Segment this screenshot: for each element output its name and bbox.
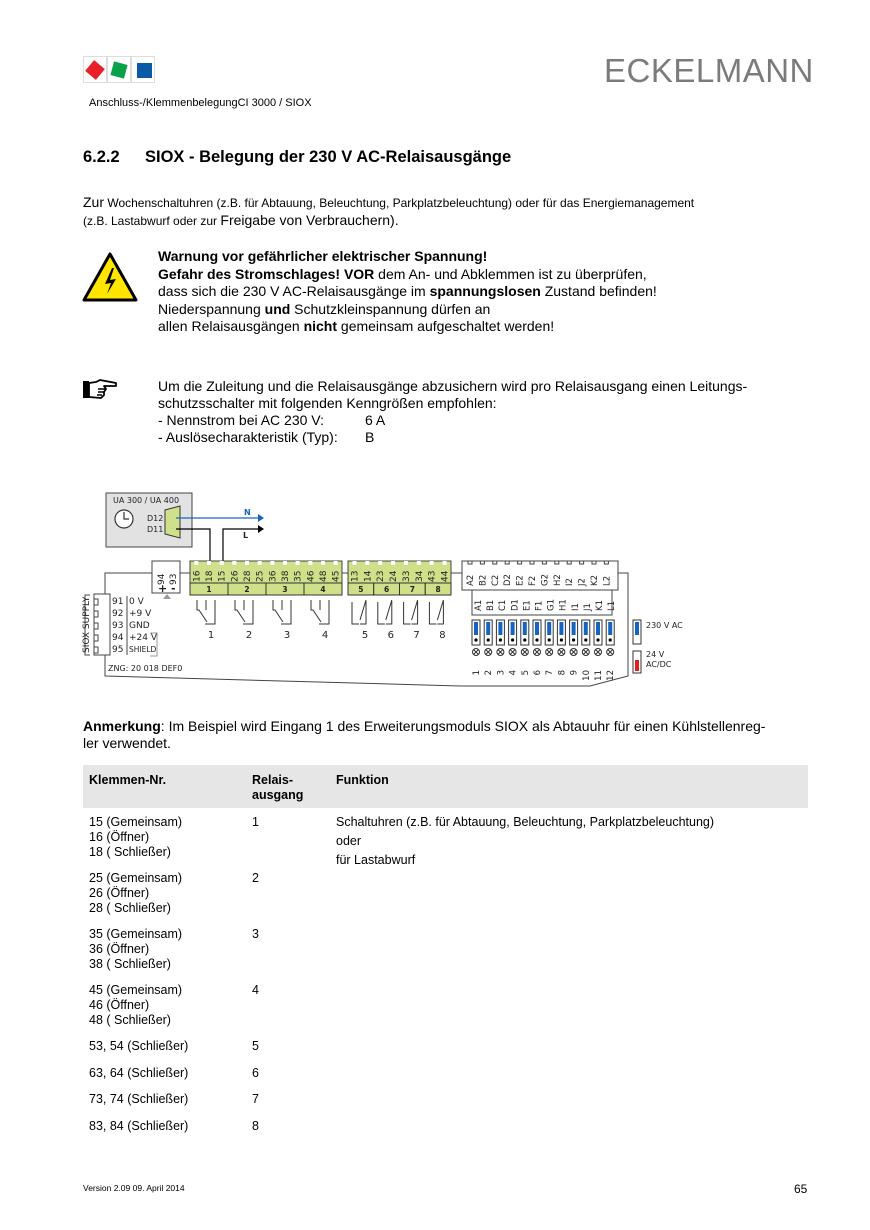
terminal-entry: 48 ( Schließer) <box>89 1013 171 1027</box>
terminal-tooth <box>567 561 571 564</box>
relay-group-label: 5 <box>358 585 364 594</box>
terminal-tooth <box>443 561 447 565</box>
supply-pin: 92 <box>112 609 124 619</box>
l-label: L <box>243 531 249 540</box>
terminal-tooth <box>296 561 300 565</box>
warning-title: Warnung vor gefährlicher elektrischer Spannung! <box>158 248 488 264</box>
terminal-tooth <box>542 561 546 564</box>
jumper-pin <box>487 638 490 641</box>
jumper-24-label: 24 V <box>646 650 665 659</box>
relay-group-label: 3 <box>282 585 288 594</box>
terminal-number: 43 <box>427 570 438 582</box>
input-label: H1 <box>558 599 569 611</box>
input-label: B2 <box>478 574 489 586</box>
note-key: - Nennstrom bei AC 230 V: <box>158 412 325 428</box>
terminal-tooth <box>220 561 224 565</box>
terminal-tooth <box>480 561 484 564</box>
remark-text: : Im Beispiel wird Eingang 1 des Erweiterungsmoduls SIOX als Abtauuhr für einen Kühlstellenreg- <box>160 718 766 734</box>
terminal-entry: 16 (Öffner) <box>89 830 150 844</box>
jumper-pin <box>511 638 514 641</box>
header-subtitle: Anschluss-/KlemmenbelegungCI 3000 / SIOX <box>89 97 312 109</box>
relay-number: 7 <box>413 630 420 641</box>
input-label: F2 <box>528 575 538 586</box>
input-label: C2 <box>490 574 501 586</box>
channel-number: 6 <box>533 670 543 676</box>
jumper-pin <box>596 638 599 641</box>
ua-label: UA 300 / UA 400 <box>113 496 180 505</box>
supply-label: +9 V <box>129 609 152 619</box>
arrow-n <box>258 514 264 522</box>
input-label: F1 <box>534 600 545 611</box>
terminal-number: 23 <box>376 570 387 582</box>
relay-number: 8 <box>439 630 446 641</box>
function-line: Schaltuhren (z.B. für Abtauung, Beleuchtung, Parkplatzbeleuchtung) <box>336 815 715 829</box>
terminal-tooth <box>258 561 262 565</box>
jumper-24-icon <box>635 660 639 671</box>
terminal-tooth <box>378 561 382 565</box>
brand-name: ECKELMANN <box>604 52 814 89</box>
jumper-icon <box>535 622 539 635</box>
relay-group-label: 6 <box>384 585 390 594</box>
channel-number: 8 <box>557 670 568 676</box>
n-label: N <box>244 508 251 517</box>
supply-pin: 93 <box>112 621 124 631</box>
input-label: D2 <box>503 574 514 586</box>
terminal-tooth <box>308 561 312 565</box>
note-text <box>158 378 747 446</box>
note-value: 6 A <box>365 412 386 428</box>
relay-changeover-icon <box>273 600 291 624</box>
table-row-terminals <box>89 983 182 1028</box>
relay-number: 4 <box>321 630 329 641</box>
jumper-icon <box>498 622 502 635</box>
input-label: L1 <box>607 600 618 611</box>
terminal-number: 15 <box>217 570 228 582</box>
input-label: A1 <box>474 599 484 611</box>
remark-label: Anmerkung <box>83 718 161 734</box>
supply-pin: 95 <box>112 645 124 655</box>
terminal-tooth <box>352 561 356 565</box>
logo-green-square <box>107 56 131 83</box>
terminal-tooth <box>404 561 408 565</box>
function-line: für Lastabwurf <box>336 853 416 867</box>
warning-bold: Gefahr des Stromschlages! VOR <box>158 265 375 282</box>
relay-number: 2 <box>245 630 253 641</box>
supply-label: +24 V <box>129 633 158 643</box>
terminal-entry: 83, 84 (Schließer) <box>89 1119 189 1133</box>
relay-group-label: 4 <box>320 585 326 594</box>
terminal-tooth <box>430 561 434 565</box>
table-row-terminals <box>89 927 182 972</box>
footer-version: Version 2.09 09. April 2014 <box>83 1183 185 1193</box>
column-header-terminals: Klemmen-Nr. <box>89 773 167 787</box>
terminal-number: 18 <box>205 570 215 582</box>
section-title: SIOX - Belegung der 230 V AC-Relaisausgänge <box>145 148 512 166</box>
warning-bold: nicht <box>303 318 338 334</box>
terminal-tooth <box>580 561 584 564</box>
table-row-relay: 7 <box>252 1092 259 1106</box>
channel-number: 2 <box>484 670 495 676</box>
terminal-entry: 73, 74 (Schließer) <box>89 1092 189 1106</box>
jumper-230-icon <box>635 622 639 635</box>
supply-title: SIOX SUPPLY <box>82 596 92 653</box>
terminal-entry: 26 (Öffner) <box>89 886 150 900</box>
table-row-terminals <box>89 1039 188 1054</box>
column-header-function: Funktion <box>336 773 389 787</box>
terminal-number: 26 <box>230 570 241 582</box>
terminal-entry: 18 ( Schließer) <box>89 845 171 859</box>
supply-pin: 91 <box>112 597 124 607</box>
input-label: E2 <box>515 575 526 586</box>
note-value: B <box>365 429 375 445</box>
terminal-number: 34 <box>414 570 425 582</box>
warning-line: dem An- und Abklemmen ist zu überprüfen, <box>374 265 647 282</box>
note-line: schutzsschalter mit folgenden Kenngrößen empfohlen: <box>158 395 497 411</box>
jumper-pin <box>572 638 575 641</box>
table-row-relay: 4 <box>252 983 259 997</box>
terminal-tooth <box>270 561 274 565</box>
relay-number: 5 <box>361 630 369 641</box>
terminal-entry: 15 (Gemeinsam) <box>89 815 183 829</box>
column-header-relay <box>252 773 303 803</box>
input-label: G2 <box>540 574 551 586</box>
input-label: K1 <box>595 600 605 611</box>
page-number: 65 <box>794 1182 808 1196</box>
warning-line: Schutzkleinspannung dürfen an <box>290 300 491 317</box>
supply-label: 0 V <box>129 597 144 607</box>
table-row-relay: 3 <box>252 927 259 941</box>
terminal-number: 25 <box>255 570 266 582</box>
eckelmann-logo <box>83 56 155 83</box>
drawing-number: ZNG: 20 018 DEF0 <box>108 664 183 673</box>
table-row-relay: 8 <box>252 1119 259 1133</box>
input-label: G1 <box>546 599 557 611</box>
jumper-icon <box>584 622 588 635</box>
terminal-entry: 63, 64 (Schließer) <box>89 1066 189 1080</box>
arrow-l <box>258 525 264 533</box>
relay-contact-icon <box>352 600 366 624</box>
terminal-tooth <box>604 561 608 564</box>
relay-group-label: 2 <box>244 585 250 594</box>
terminal-tooth <box>207 561 211 565</box>
terminal-entry: 25 (Gemeinsam) <box>89 871 183 885</box>
terminal-tooth <box>334 561 338 565</box>
terminal-tooth <box>493 561 497 564</box>
channel-number: 7 <box>545 670 556 676</box>
channel-number: 1 <box>472 670 482 676</box>
terminal-number: 14 <box>363 570 374 582</box>
jumper-pin <box>523 638 526 641</box>
terminal-entry: 53, 54 (Schließer) <box>89 1039 189 1053</box>
terminal-number: 44 <box>440 570 451 582</box>
channel-number: 11 <box>594 670 604 681</box>
jumper-pin <box>548 638 551 641</box>
terminal-number: 45 <box>331 570 342 582</box>
jumper-icon <box>547 622 551 635</box>
relay-contact-icon <box>429 600 443 624</box>
terminal-tooth <box>283 561 287 565</box>
input-label: H2 <box>552 574 563 586</box>
table-row-terminals <box>89 815 182 860</box>
warning-line: dass sich die 230 V AC-Relaisausgänge im <box>158 283 430 299</box>
channel-number: 12 <box>606 670 617 681</box>
channel-number: 3 <box>496 670 507 676</box>
input-label: C1 <box>498 599 509 611</box>
terminal-number: 93 <box>169 573 179 585</box>
section-heading <box>83 148 511 167</box>
relay-number: 3 <box>283 630 291 641</box>
jumper-pin <box>584 638 587 641</box>
column-header-relay-l2: ausgang <box>252 788 304 802</box>
relay-number: 6 <box>387 630 394 641</box>
terminal-number: 48 <box>319 570 329 582</box>
ua-connector <box>165 506 180 538</box>
relay-changeover-icon <box>311 600 329 624</box>
d12-label: D12 <box>147 514 164 523</box>
warning-bold: spannungslosen <box>429 283 541 299</box>
intro-paragraph <box>83 194 694 230</box>
intro-text: (z.B. Lastabwurf oder zur <box>83 214 221 228</box>
column-header-relay-l1: Relais- <box>252 773 293 787</box>
relay-contact-icon <box>378 600 392 624</box>
jumper-icon <box>572 622 576 635</box>
intro-text: Zur <box>83 194 104 210</box>
function-line: oder <box>336 834 362 848</box>
terminal-entry: 46 (Öffner) <box>89 998 150 1012</box>
terminal-tooth <box>530 561 534 564</box>
section-number: 6.2.2 <box>83 148 120 166</box>
table-row-terminals <box>89 1066 188 1081</box>
jumper-icon <box>559 622 563 635</box>
note-key: - Auslösecharakteristik (Typ): <box>158 429 338 445</box>
table-row-terminals <box>89 871 182 916</box>
table-row-relay: 1 <box>252 815 259 829</box>
warning-bold: und <box>264 300 291 317</box>
terminal-tooth <box>321 561 325 565</box>
input-label: A2 <box>466 574 476 586</box>
terminal-number: 94 <box>157 573 167 585</box>
terminal-tooth <box>194 561 198 565</box>
supply-connector <box>94 594 110 655</box>
input-label: J2 <box>577 578 588 586</box>
relay-changeover-icon <box>235 600 253 624</box>
remark-text: ler verwendet. <box>83 735 171 751</box>
terminal-tooth <box>232 561 236 565</box>
terminal-tooth <box>555 561 559 564</box>
table-row-relay: 2 <box>252 871 259 885</box>
warning-line: allen Relaisausgängen <box>158 318 304 334</box>
terminal-tooth <box>365 561 369 565</box>
terminal-entry: 45 (Gemeinsam) <box>89 983 183 997</box>
table-row-function <box>336 813 714 870</box>
intro-text: Freigabe von Verbrauchern). <box>220 212 399 228</box>
pointing-hand-icon <box>82 378 118 402</box>
input-label: I1 <box>570 603 581 611</box>
jumper-icon <box>511 622 515 635</box>
relay-group-label: 7 <box>409 585 415 594</box>
supply-label: SHIELD <box>129 645 157 654</box>
terminal-number: 24 <box>389 570 400 582</box>
channel-number: 5 <box>520 670 531 676</box>
logo-blue-square <box>131 56 155 83</box>
terminal-number: 33 <box>401 570 412 582</box>
terminal-number: 38 <box>281 570 291 582</box>
note-line: Um die Zuleitung und die Relaisausgänge abzusichern wird pro Relaisausgang einen Leitungs- <box>158 378 748 394</box>
jumper-24-label: AC/DC <box>646 660 672 669</box>
terminal-tooth <box>518 561 522 564</box>
warning-line: gemeinsam aufgeschaltet werden! <box>337 318 555 334</box>
jumper-icon <box>474 622 478 635</box>
input-label: E1 <box>522 600 533 611</box>
terminal-tooth <box>592 561 596 564</box>
terminal-tooth <box>417 561 421 565</box>
relay-number: 1 <box>207 630 215 641</box>
warning-line: Zustand befinden! <box>540 283 657 299</box>
terminal-number: 35 <box>293 570 304 582</box>
terminal-number: 16 <box>192 570 203 582</box>
terminal-tooth <box>245 561 249 565</box>
terminal-entry: 36 (Öffner) <box>89 942 150 956</box>
terminal-number: 46 <box>306 570 317 582</box>
terminal-number: 36 <box>268 570 279 582</box>
plus-sign: + <box>158 582 168 595</box>
supply-pin: 94 <box>112 633 124 643</box>
input-label: L2 <box>602 575 613 586</box>
channel-number: 9 <box>569 670 580 676</box>
relay-group-label: 1 <box>206 585 212 594</box>
relay-changeover-icon <box>197 600 215 624</box>
terminal-entry: 35 (Gemeinsam) <box>89 927 183 941</box>
d11-label: D11 <box>147 525 164 534</box>
warning-text <box>158 248 657 336</box>
warning-line: Niederspannung <box>158 300 265 317</box>
channel-number: 10 <box>581 670 592 681</box>
wiring-diagram <box>0 480 870 700</box>
terminal-number: 28 <box>243 570 253 582</box>
relay-group-label: 8 <box>435 585 441 594</box>
terminal-tooth <box>468 561 472 564</box>
wire-l <box>223 529 258 562</box>
relay-contact-icon <box>404 600 418 624</box>
jumper-230-label: 230 V AC <box>646 621 683 630</box>
input-label: I2 <box>565 578 576 586</box>
channel-number: 4 <box>508 670 519 676</box>
jumper-icon <box>486 622 490 635</box>
logo-red-square <box>83 56 107 83</box>
terminal-tooth <box>505 561 509 564</box>
table-row-relay: 6 <box>252 1066 259 1080</box>
jumper-icon <box>608 622 612 635</box>
table-row-relay: 5 <box>252 1039 259 1053</box>
jumper-pin <box>560 638 563 641</box>
terminal-tooth <box>391 561 395 565</box>
terminal-number: 13 <box>350 570 361 582</box>
input-label: K2 <box>590 575 600 586</box>
remark <box>83 718 813 752</box>
jumper-pin <box>535 638 538 641</box>
input-label: D1 <box>510 599 521 611</box>
input-label: B1 <box>486 599 497 611</box>
minus-sign: - <box>171 582 176 595</box>
intro-text: Wochenschaltuhren (z.B. für Abtauung, Beleuchtung, Parkplatzbeleuchtung) oder für das Energiemanagement <box>104 196 695 210</box>
supply-label: GND <box>129 621 150 631</box>
jumper-icon <box>596 622 600 635</box>
table-header <box>83 765 808 808</box>
high-voltage-warning-icon <box>82 252 138 302</box>
jumper-pin <box>499 638 502 641</box>
terminal-entry: 28 ( Schließer) <box>89 901 171 915</box>
terminal-entry: 38 ( Schließer) <box>89 957 171 971</box>
table-row-terminals <box>89 1119 188 1134</box>
table-row-terminals <box>89 1092 188 1107</box>
input-label: J1 <box>582 603 593 611</box>
jumper-icon <box>523 622 527 635</box>
jumper-pin <box>474 638 477 641</box>
jumper-pin <box>609 638 612 641</box>
